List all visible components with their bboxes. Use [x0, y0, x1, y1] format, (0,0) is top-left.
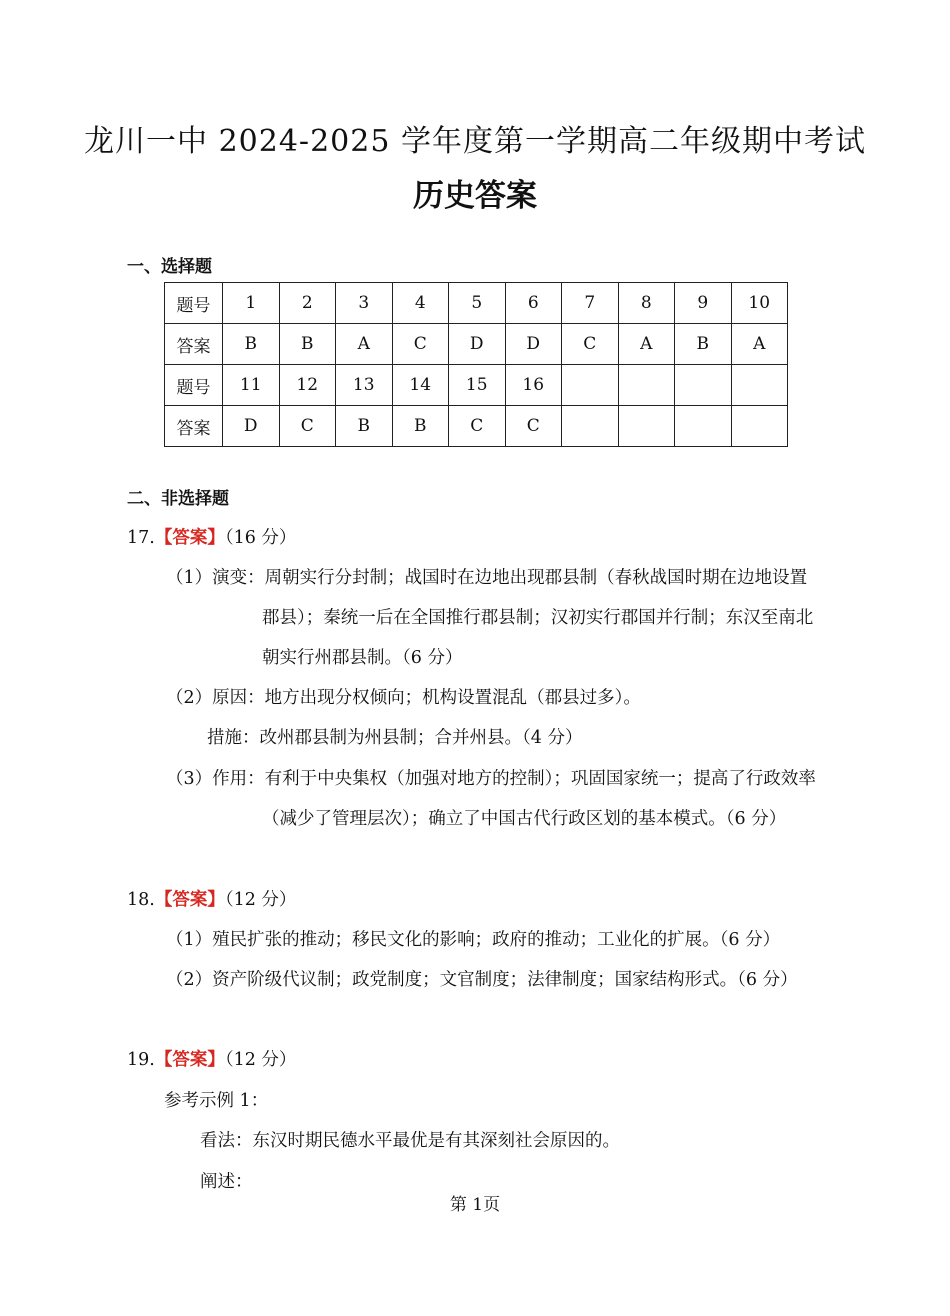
q17-part3-line2: （减少了管理层次）；确立了中国古代行政区划的基本模式。（6 分）	[262, 809, 787, 829]
q17-part2-line1: （2）原因：地方出现分权倾向；机构设置混乱（郡县过多）。	[166, 688, 641, 708]
answer-table-cell: 1	[223, 283, 280, 324]
answer-table-cell: 14	[392, 365, 449, 406]
q19-answer-tag: 【答案】	[154, 1050, 225, 1070]
answer-table-cell	[731, 365, 788, 406]
answer-table-cell: 16	[505, 365, 562, 406]
answer-table-cell: 2	[279, 283, 336, 324]
q18-part2: （2）资产阶级代议制；政党制度；文官制度；法律制度；国家结构形式。（6 分）	[166, 970, 798, 990]
q19-header	[127, 1046, 296, 1071]
q17-part2-line2: 措施：改州郡县制为州县制；合并州县。（4 分）	[207, 728, 583, 748]
q18-score: （12 分）	[224, 890, 297, 910]
answer-table-cell: D	[223, 406, 280, 447]
q17-part3-line1: （3）作用：有利于中央集权（加强对地方的控制）；巩固国家统一；提高了行政效率	[166, 769, 816, 789]
q17-score: （16 分）	[224, 528, 297, 548]
q17-header	[127, 524, 296, 549]
q18-part1: （1）殖民扩张的推动；移民文化的影响；政府的推动；工业化的扩展。（6 分）	[166, 930, 781, 950]
section-heading-choice: 一、选择题	[127, 257, 212, 277]
answer-table-cell: A	[618, 324, 675, 365]
answer-table-row-label: 答案	[165, 406, 223, 447]
answer-table-cell	[675, 406, 732, 447]
answer-table	[164, 282, 788, 447]
answer-table-cell: C	[562, 324, 619, 365]
answer-table-cell: 9	[675, 283, 732, 324]
section-heading-nonchoice: 二、非选择题	[127, 489, 229, 509]
answer-table-cell: B	[223, 324, 280, 365]
answer-table-cell	[618, 406, 675, 447]
q17-part1-line2: 郡县）；秦统一后在全国推行郡县制；汉初实行郡国并行制；东汉至南北	[262, 608, 814, 628]
answer-table-row	[165, 283, 788, 324]
page-subtitle: 历史答案	[413, 178, 537, 214]
q17-part1-line1: （1）演变：周朝实行分封制；战国时在边地出现郡县制（春秋战国时期在边地设置	[166, 568, 808, 588]
answer-table-cell: 4	[392, 283, 449, 324]
answer-table-cell: B	[392, 406, 449, 447]
q17-part1-line3: 朝实行州郡县制。（6 分）	[262, 648, 463, 668]
answer-table-cell: A	[336, 324, 393, 365]
answer-table-cell: B	[675, 324, 732, 365]
q17-answer-tag: 【答案】	[154, 528, 225, 548]
answer-table-cell	[562, 406, 619, 447]
answer-table-cell	[562, 365, 619, 406]
answer-table-row	[165, 406, 788, 447]
answer-table-cell: D	[505, 324, 562, 365]
answer-table-cell: C	[279, 406, 336, 447]
answer-table-row	[165, 365, 788, 406]
answer-table-cell	[731, 406, 788, 447]
answer-table-cell: C	[449, 406, 506, 447]
answer-table-cell: 8	[618, 283, 675, 324]
q19-view: 看法：东汉时期民德水平最优是有其深刻社会原因的。	[200, 1131, 620, 1151]
answer-table-cell: A	[731, 324, 788, 365]
answer-table-cell: 7	[562, 283, 619, 324]
answer-table-cell: B	[336, 406, 393, 447]
q19-example-label: 参考示例 1：	[164, 1091, 269, 1111]
answer-table-row-label: 题号	[165, 283, 223, 324]
page-title: 龙川一中 2024-2025 学年度第一学期高二年级期中考试	[84, 124, 866, 159]
q17-number: 17.	[127, 528, 155, 548]
answer-table-cell: 3	[336, 283, 393, 324]
answer-table-cell: 10	[731, 283, 788, 324]
q19-explain: 阐述：	[200, 1172, 253, 1192]
answer-table-cell: C	[392, 324, 449, 365]
answer-table-cell: 6	[505, 283, 562, 324]
answer-table-cell: 11	[223, 365, 280, 406]
q18-header	[127, 886, 296, 911]
q18-answer-tag: 【答案】	[154, 890, 225, 910]
q19-number: 19.	[127, 1050, 155, 1070]
answer-table-cell: D	[449, 324, 506, 365]
answer-table-cell	[618, 365, 675, 406]
q18-number: 18.	[127, 890, 155, 910]
answer-table-cell: 13	[336, 365, 393, 406]
answer-table-row-label: 题号	[165, 365, 223, 406]
answer-table-row	[165, 324, 788, 365]
answer-table-cell: C	[505, 406, 562, 447]
answer-table-cell: 15	[449, 365, 506, 406]
answer-table-cell: 5	[449, 283, 506, 324]
page-number: 第 1页	[449, 1195, 501, 1215]
q19-score: （12 分）	[224, 1050, 297, 1070]
answer-table-cell: B	[279, 324, 336, 365]
answer-table-row-label: 答案	[165, 324, 223, 365]
answer-table-cell	[675, 365, 732, 406]
answer-table-cell: 12	[279, 365, 336, 406]
